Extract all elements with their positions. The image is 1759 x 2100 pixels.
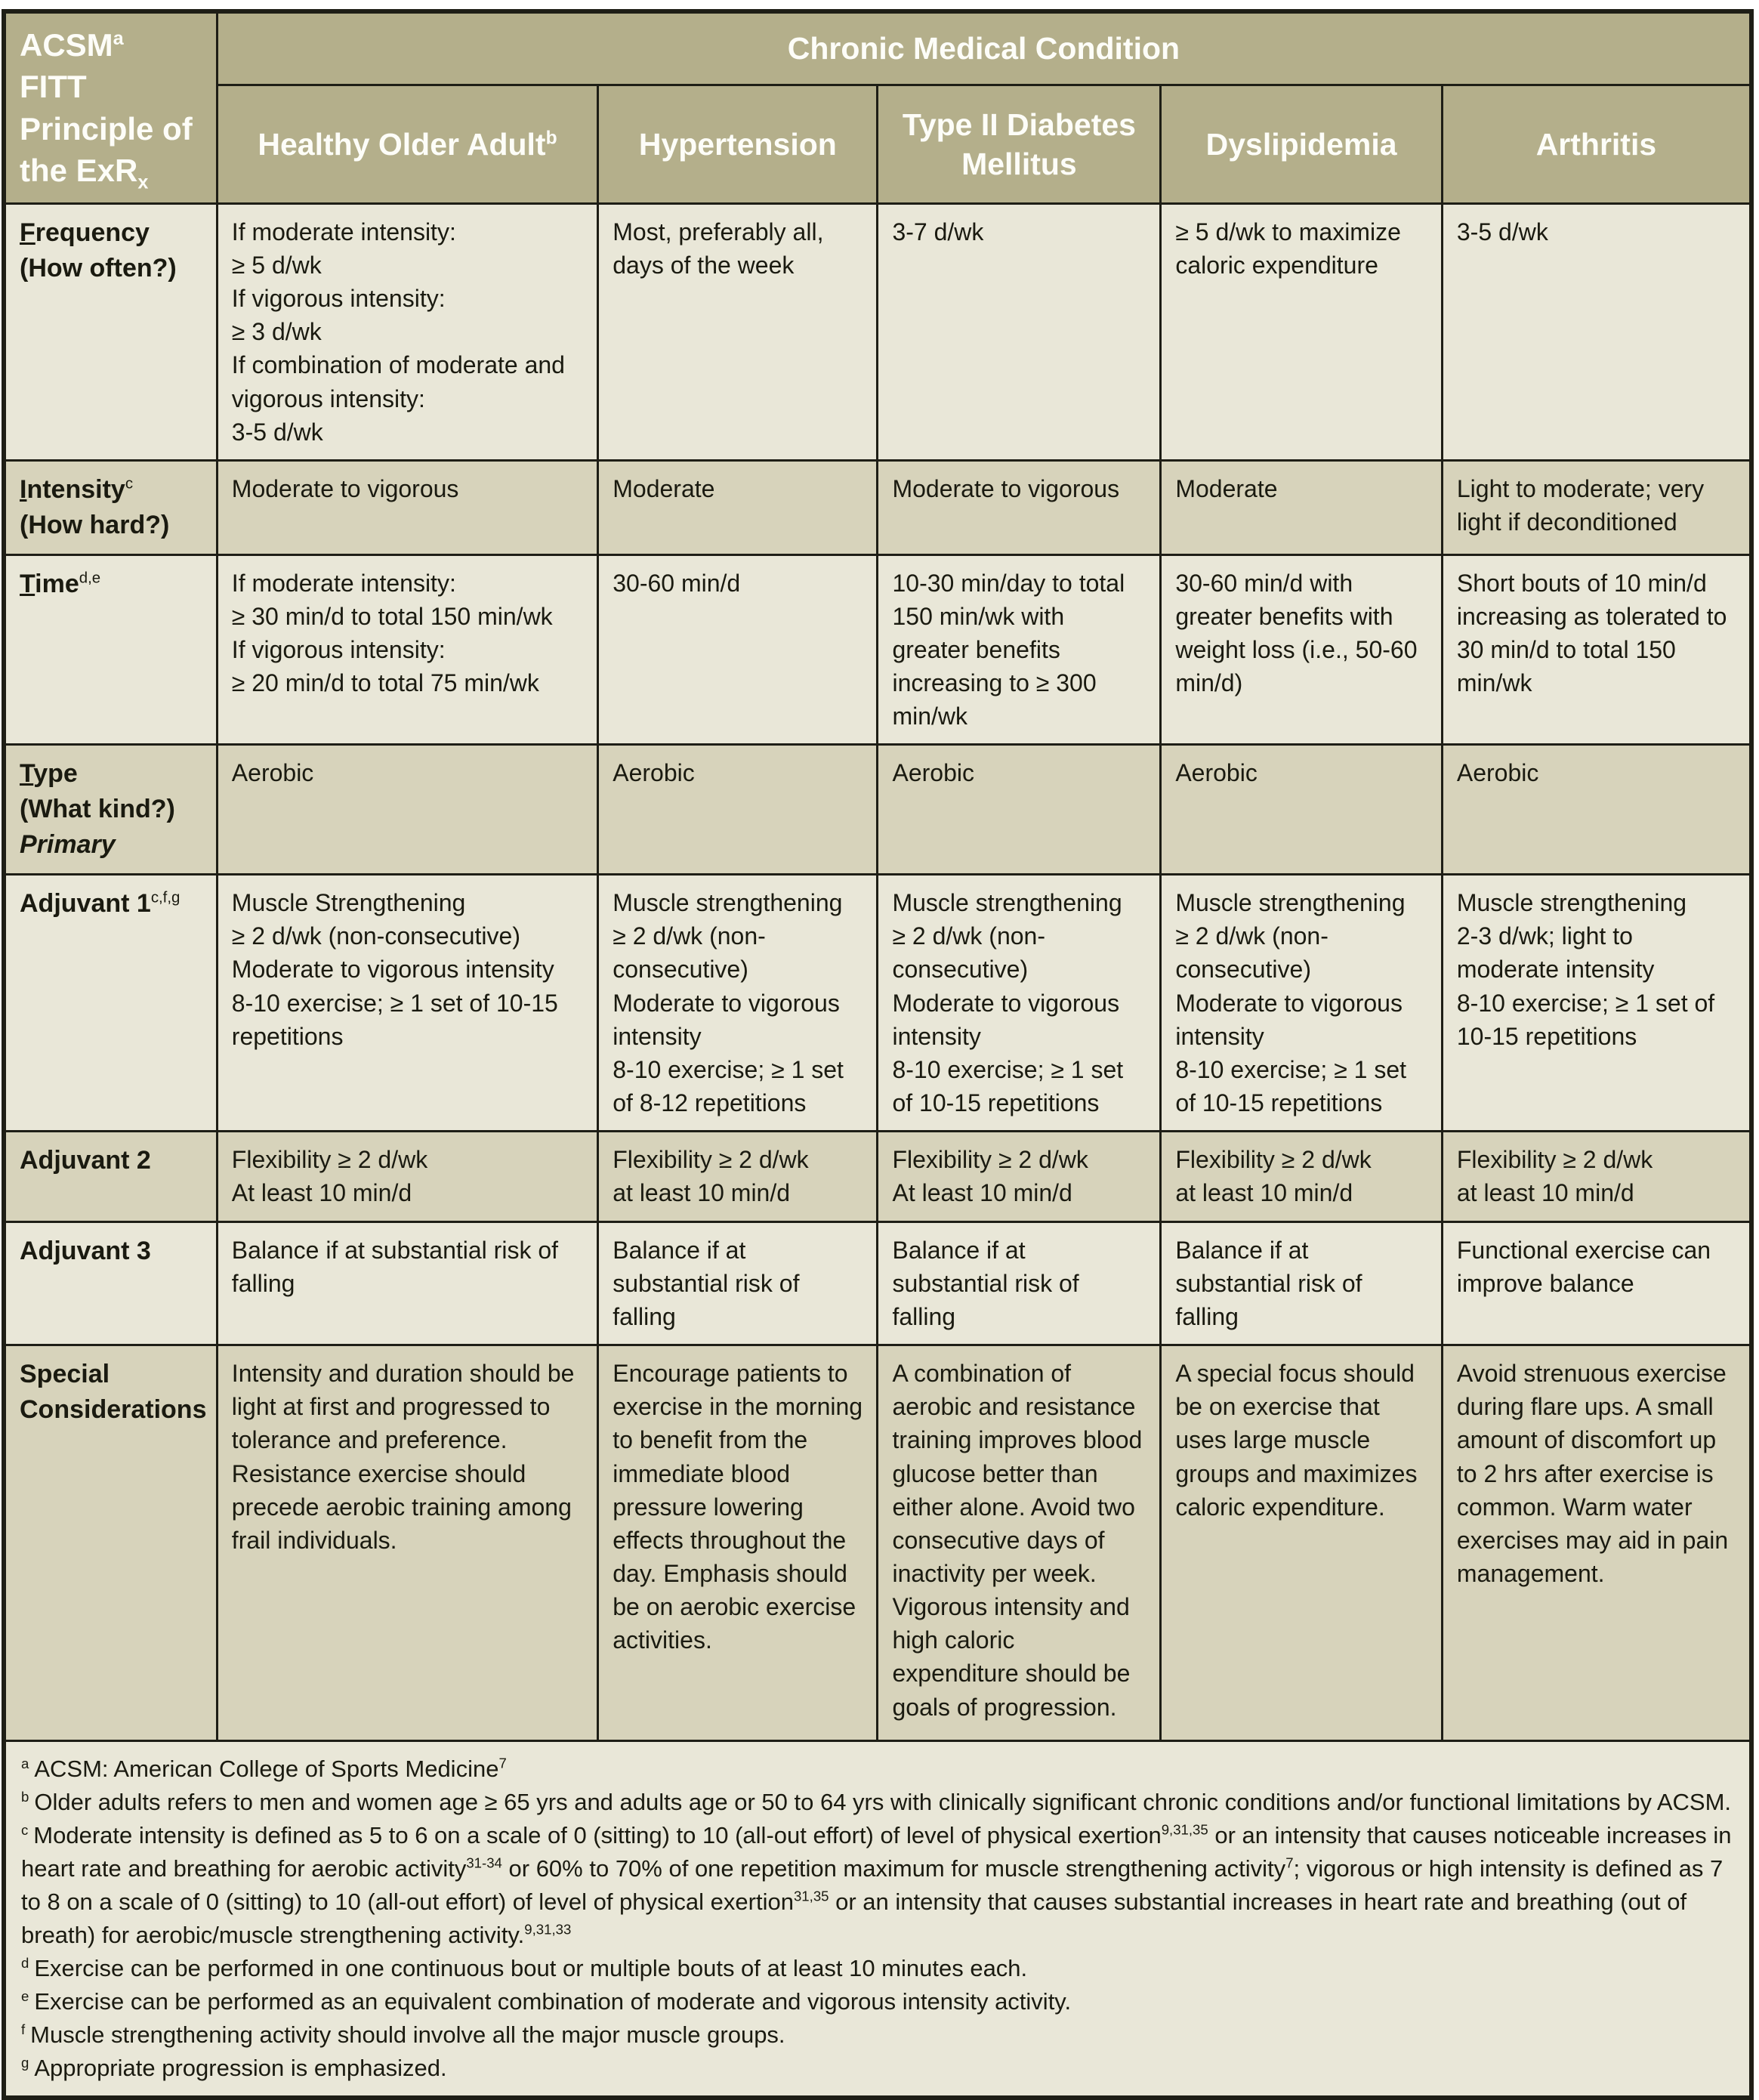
cell-intensity-type-ii-diabetes-mellitus: Moderate to vigorous [878, 460, 1161, 554]
row-label-special-considerations: Special Considerations [4, 1345, 217, 1741]
cell-type-arthritis: Aerobic [1442, 745, 1751, 875]
cell-time-arthritis: Short bouts of 10 min/d increasing as tolerated to 30 min/d to total 150 min/wk [1442, 554, 1751, 745]
cell-frequency-dyslipidemia: ≥ 5 d/wk to maximize caloric expenditure [1161, 203, 1443, 460]
row-time [4, 554, 1751, 745]
col-header-healthy-older-adult: Healthy Older Adult$^b$ [217, 85, 597, 203]
cell-adjuvant-3-hypertension: Balance if at substantial risk of falling [598, 1221, 878, 1345]
cell-type-dyslipidemia: Aerobic [1161, 745, 1443, 875]
table-body [4, 203, 1751, 1740]
cell-special-considerations-healthy-older-adult: Intensity and duration should be light at first and progressed to tolerance and preference. Resistance exercise should precede aerobic training among frail individuals. [217, 1345, 597, 1741]
footnote-row [4, 1741, 1751, 2098]
header-row-top [4, 11, 1751, 85]
row-type [4, 745, 1751, 875]
cell-intensity-hypertension: Moderate [598, 460, 878, 554]
col-header-hypertension: Hypertension [598, 85, 878, 203]
footnotes-block [4, 1741, 1751, 2098]
row-frequency [4, 203, 1751, 460]
row-label-adjuvant-1: Adjuvant 1$^{c,f,g}$ [4, 875, 217, 1132]
chronic-medical-condition-header: Chronic Medical Condition [217, 11, 1751, 85]
cell-frequency-healthy-older-adult: If moderate intensity: ≥ 5 d/wk If vigorous intensity: ≥ 3 d/wk If combination of moderate and vigorous intensity: 3-5 d/wk [217, 203, 597, 460]
row-label-time: Time$^{d,e}$ [4, 554, 217, 745]
cell-special-considerations-type-ii-diabetes-mellitus: A combination of aerobic and resistance training improves blood glucose better than either alone. Avoid two consecutive days of inactivity per week. Vigorous intensity and high caloric expenditure should be goals of progression. [878, 1345, 1161, 1741]
footnote-a: $^a$ ACSM: American College of Sports Medicine$^7$ [21, 1755, 507, 1783]
footnote-d: $^d$ Exercise can be performed in one continuous bout or multiple bouts of at least 10 minutes each. [21, 1954, 1028, 1982]
cell-adjuvant-1-dyslipidemia: Muscle strengthening ≥ 2 d/wk (non-consecutive) Moderate to vigorous intensity 8-10 exercise; ≥ 1 set of 10-15 repetitions [1161, 875, 1443, 1132]
cell-frequency-hypertension: Most, preferably all, days of the week [598, 203, 878, 460]
row-label-frequency: Frequency (How often?) [4, 203, 217, 460]
cell-time-type-ii-diabetes-mellitus: 10-30 min/day to total 150 min/wk with greater benefits increasing to ≥ 300 min/wk [878, 554, 1161, 745]
header-row-conditions [4, 85, 1751, 203]
cell-adjuvant-3-healthy-older-adult: Balance if at substantial risk of falling [217, 1221, 597, 1345]
footnote-e: $^e$ Exercise can be performed as an equivalent combination of moderate and vigorous intensity activity. [21, 1987, 1072, 2015]
row-intensity [4, 460, 1751, 554]
cell-intensity-dyslipidemia: Moderate [1161, 460, 1443, 554]
col-header-type-ii-diabetes-mellitus: Type II Diabetes Mellitus [878, 85, 1161, 203]
footnote-c: $^c$ Moderate intensity is defined as 5 to 6 on a scale of 0 (sitting) to 10 (all-out effort) of level of physical exertion$^{9,31,35}$ or an intensity that causes noticeable increases in heart rate and breathing for aerobic activity$^{31-34}$ or 60% to 70% of one repetition maximum for muscle strengthening activity$^7$; vigorous or high intensity is defined as 7 to 8 on a scale of 0 (sitting) to 10 (all-out effort) of level of physical exertion$^{31,35}$ or an intensity that causes substantial increases in heart rate and breathing (out of breath) for aerobic/muscle strengthening activity.$^{9,31,33}$ [21, 1821, 1732, 1949]
cell-type-hypertension: Aerobic [598, 745, 878, 875]
cell-special-considerations-hypertension: Encourage patients to exercise in the morning to benefit from the immediate blood pressure lowering effects throughout the day. Emphasis should be on aerobic exercise activities. [598, 1345, 878, 1741]
cell-frequency-type-ii-diabetes-mellitus: 3-7 d/wk [878, 203, 1161, 460]
row-adjuvant-1 [4, 875, 1751, 1132]
footnote-b: $^b$ Older adults refers to men and women age ≥ 65 yrs and adults age or 50 to 64 yrs with clinically significant chronic conditions and/or functional limitations by ACSM. [21, 1788, 1732, 1816]
cell-intensity-arthritis: Light to moderate; very light if deconditioned [1442, 460, 1751, 554]
cell-adjuvant-1-type-ii-diabetes-mellitus: Muscle strengthening ≥ 2 d/wk (non-consecutive) Moderate to vigorous intensity 8-10 exercise; ≥ 1 set of 10-15 repetitions [878, 875, 1161, 1132]
cell-special-considerations-dyslipidemia: A special focus should be on exercise that uses large muscle groups and maximizes caloric expenditure. [1161, 1345, 1443, 1741]
row-adjuvant-3 [4, 1221, 1751, 1345]
cell-type-type-ii-diabetes-mellitus: Aerobic [878, 745, 1161, 875]
col-header-dyslipidemia: Dyslipidemia [1161, 85, 1443, 203]
acsm-fitt-table [2, 9, 1754, 2100]
cell-type-healthy-older-adult: Aerobic [217, 745, 597, 875]
cell-intensity-healthy-older-adult: Moderate to vigorous [217, 460, 597, 554]
cell-time-healthy-older-adult: If moderate intensity: ≥ 30 min/d to total 150 min/wk If vigorous intensity: ≥ 20 min/d to total 75 min/wk [217, 554, 597, 745]
cell-time-dyslipidemia: 30-60 min/d with greater benefits with weight loss (i.e., 50-60 min/d) [1161, 554, 1443, 745]
cell-adjuvant-3-type-ii-diabetes-mellitus: Balance if at substantial risk of falling [878, 1221, 1161, 1345]
cell-adjuvant-2-healthy-older-adult: Flexibility ≥ 2 d/wk At least 10 min/d [217, 1132, 597, 1221]
col-header-arthritis: Arthritis [1442, 85, 1751, 203]
cell-special-considerations-arthritis: Avoid strenuous exercise during flare ups. A small amount of discomfort up to 2 hrs after exercise is common. Warm water exercises may aid in pain management. [1442, 1345, 1751, 1741]
cell-frequency-arthritis: 3-5 d/wk [1442, 203, 1751, 460]
footnote-g: $^g$ Appropriate progression is emphasized. [21, 2054, 447, 2082]
row-label-adjuvant-2: Adjuvant 2 [4, 1132, 217, 1221]
cell-adjuvant-1-healthy-older-adult: Muscle Strengthening ≥ 2 d/wk (non-consecutive) Moderate to vigorous intensity 8-10 exercise; ≥ 1 set of 10-15 repetitions [217, 875, 597, 1132]
row-label-type: Type (What kind?) Primary [4, 745, 217, 875]
cell-adjuvant-2-arthritis: Flexibility ≥ 2 d/wk at least 10 min/d [1442, 1132, 1751, 1221]
cell-adjuvant-2-dyslipidemia: Flexibility ≥ 2 d/wk at least 10 min/d [1161, 1132, 1443, 1221]
row-special-considerations [4, 1345, 1751, 1741]
cell-adjuvant-2-hypertension: Flexibility ≥ 2 d/wk at least 10 min/d [598, 1132, 878, 1221]
row-label-adjuvant-3: Adjuvant 3 [4, 1221, 217, 1345]
cell-time-hypertension: 30-60 min/d [598, 554, 878, 745]
row-adjuvant-2 [4, 1132, 1751, 1221]
row-label-intensity: Intensity$^c$ (How hard?) [4, 460, 217, 554]
footnote-f: $^f$ Muscle strengthening activity should involve all the major muscle groups. [21, 2021, 785, 2049]
cell-adjuvant-3-arthritis: Functional exercise can improve balance [1442, 1221, 1751, 1345]
cell-adjuvant-1-arthritis: Muscle strengthening 2-3 d/wk; light to moderate intensity 8-10 exercise; ≥ 1 set of 10-15 repetitions [1442, 875, 1751, 1132]
cell-adjuvant-1-hypertension: Muscle strengthening ≥ 2 d/wk (non-consecutive) Moderate to vigorous intensity 8-10 exercise; ≥ 1 set of 8-12 repetitions [598, 875, 878, 1132]
cell-adjuvant-3-dyslipidemia: Balance if at substantial risk of falling [1161, 1221, 1443, 1345]
cell-adjuvant-2-type-ii-diabetes-mellitus: Flexibility ≥ 2 d/wk At least 10 min/d [878, 1132, 1161, 1221]
corner-header-acsm-fitt: ACSM$^a$ FITT Principle of the ExR$_x$ [4, 11, 217, 203]
